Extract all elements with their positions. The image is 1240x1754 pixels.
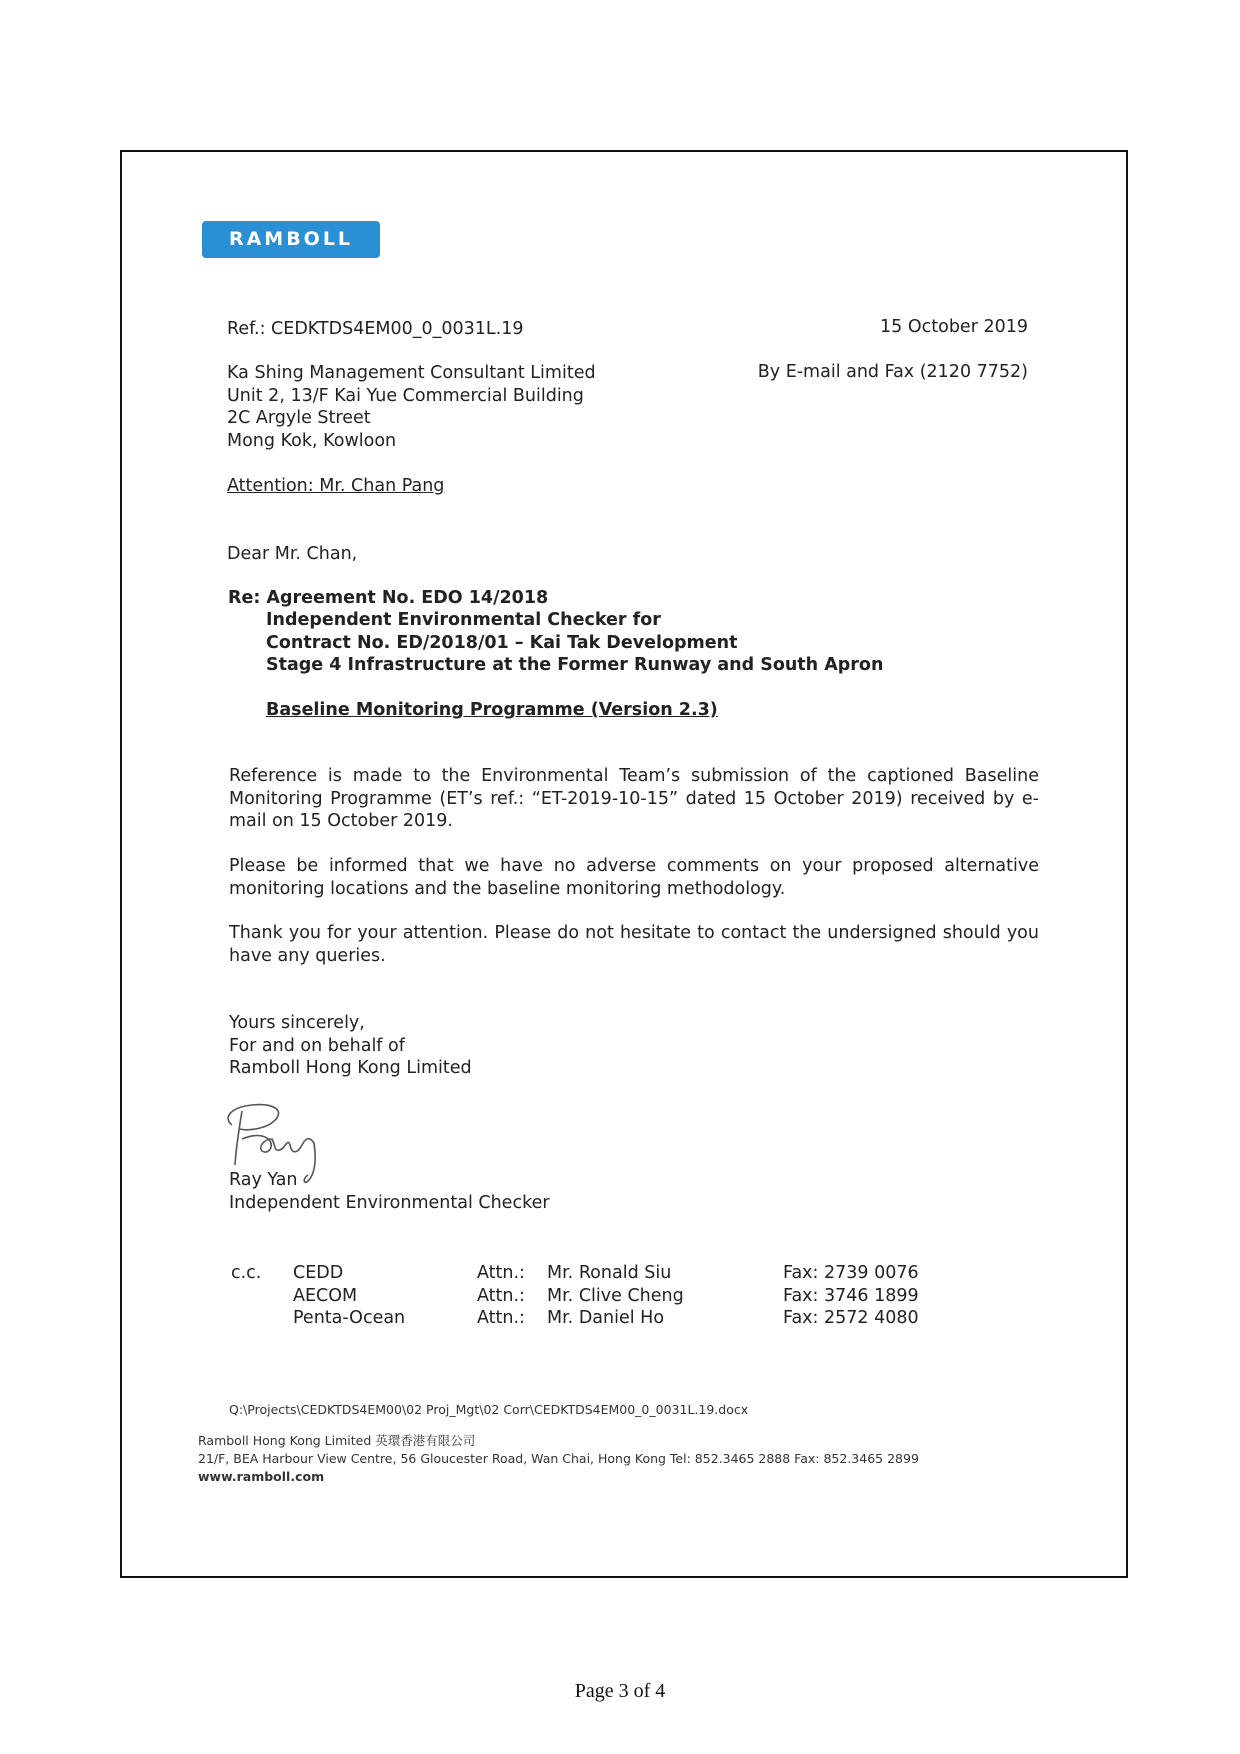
cc-row xyxy=(231,1262,919,1285)
cc-org: CEDD xyxy=(293,1263,344,1283)
page-number: Page 3 of 4 xyxy=(574,1680,666,1702)
subject-line-3: Contract No. ED/2018/01 – Kai Tak Development xyxy=(266,633,738,653)
recipient-line-3: 2C Argyle Street xyxy=(227,408,371,428)
signatory-title: Independent Environmental Checker xyxy=(229,1193,550,1213)
subject-line-1: Re: Agreement No. EDO 14/2018 xyxy=(228,588,549,608)
cc-fax: Fax: 2572 4080 xyxy=(783,1308,919,1328)
recipient-line-2: Unit 2, 13/F Kai Yue Commercial Building xyxy=(227,386,584,406)
cc-row xyxy=(231,1285,919,1308)
body-paragraph-2: Please be informed that we have no adverse comments on your proposed alternative monitoring locations and the baseline monitoring methodology. xyxy=(229,856,1039,899)
subject-line-2: Independent Environmental Checker for xyxy=(266,610,661,630)
body-paragraph-3: Thank you for your attention. Please do not hesitate to contact the undersigned should you have any queries. xyxy=(229,923,1039,966)
file-path: Q:\Projects\CEDKTDS4EM00\02 Proj_Mgt\02 Corr\CEDKTDS4EM00_0_0031L.19.docx xyxy=(229,1402,749,1417)
cc-fax: Fax: 2739 0076 xyxy=(783,1263,919,1283)
closing-line-2: For and on behalf of xyxy=(229,1036,405,1056)
cc-attn-label: Attn.: xyxy=(477,1263,525,1283)
letter-date: 15 October 2019 xyxy=(880,317,1028,337)
footer-company: Ramboll Hong Kong Limited 英環香港有限公司 xyxy=(198,1433,476,1448)
cc-person: Mr. Clive Cheng xyxy=(547,1285,684,1306)
signatory-name: Ray Yan xyxy=(229,1170,298,1190)
cc-org: AECOM xyxy=(293,1285,358,1306)
cc-attn-label: Attn.: xyxy=(477,1308,525,1328)
cc-attn-label: Attn.: xyxy=(477,1285,525,1306)
cc-person: Mr. Ronald Siu xyxy=(547,1263,672,1283)
attention-line: Attention: Mr. Chan Pang xyxy=(227,476,445,496)
cc-org: Penta-Ocean xyxy=(293,1308,406,1328)
delivery-method: By E-mail and Fax (2120 7752) xyxy=(757,362,1028,382)
footer-address: 21/F, BEA Harbour View Centre, 56 Gloucester Road, Wan Chai, Hong Kong Tel: 852.3465 2888 Fax: 852.3465 2899 xyxy=(198,1451,919,1466)
closing-line-3: Ramboll Hong Kong Limited xyxy=(229,1058,472,1078)
recipient-line-4: Mong Kok, Kowloon xyxy=(227,431,397,451)
closing-line-1: Yours sincerely, xyxy=(229,1013,365,1033)
salutation: Dear Mr. Chan, xyxy=(227,544,358,564)
footer-website: www.ramboll.com xyxy=(198,1469,325,1484)
body-paragraph-1: Reference is made to the Environmental Team’s submission of the captioned Baseline Monitoring Programme (ET’s ref.: “ET-2019-10-15” dated 15 October 2019) received by e-mail on 15 October 2019. xyxy=(229,766,1039,831)
subject-title: Baseline Monitoring Programme (Version 2.3) xyxy=(266,700,718,720)
cc-table xyxy=(231,1262,919,1330)
ramboll-logo: RAMBOLL xyxy=(202,221,380,258)
cc-fax: Fax: 3746 1899 xyxy=(783,1285,919,1306)
recipient-line-1: Ka Shing Management Consultant Limited xyxy=(227,363,596,383)
cc-row xyxy=(231,1307,919,1330)
reference-number: Ref.: CEDKTDS4EM00_0_0031L.19 xyxy=(227,319,524,339)
cc-person: Mr. Daniel Ho xyxy=(547,1308,665,1328)
subject-line-4: Stage 4 Infrastructure at the Former Runway and South Apron xyxy=(266,655,884,675)
cc-label: c.c. xyxy=(231,1263,262,1283)
